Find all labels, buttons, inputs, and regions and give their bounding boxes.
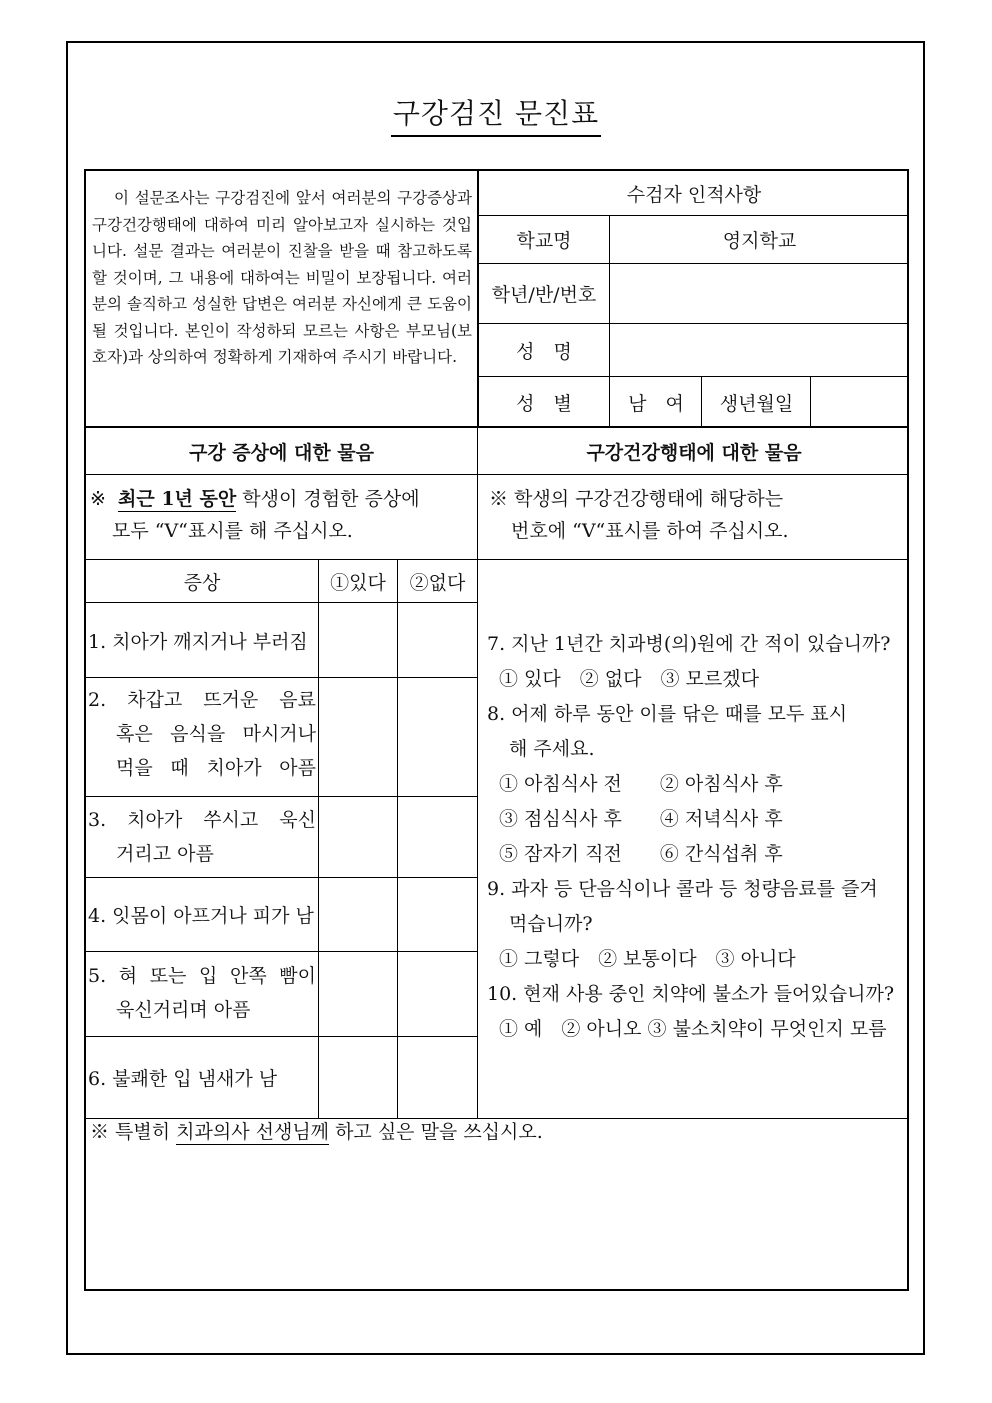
behavior-questions	[487, 627, 907, 1047]
name-field[interactable]	[610, 324, 909, 376]
question-8: 8. 어제 하루 동안 이를 닦은 때를 모두 표시	[487, 703, 848, 725]
symptom-1-yes-cell[interactable]	[319, 603, 397, 677]
divider	[701, 377, 702, 427]
symptom-1-no-cell[interactable]	[398, 603, 477, 677]
symptom-6-no-cell[interactable]	[398, 1037, 477, 1118]
question-8-cont: 해 주세요.	[509, 738, 595, 760]
symptom-row-2: 2. 차갑고 뜨거운 음료 혹은 음식을 마시거나 먹을 때 치아가 아픔	[88, 689, 316, 779]
col-symptom-header: 증상	[183, 571, 221, 594]
gender-label: 성 별	[516, 392, 572, 415]
symptom-2-yes-cell[interactable]	[319, 678, 397, 796]
questionnaire-form	[84, 169, 909, 1291]
examinee-header: 수검자 인적사항	[626, 183, 762, 206]
symptoms-section-header: 구강 증상에 대한 물음	[188, 441, 375, 464]
question-7-options[interactable]: ① 있다 ② 없다 ③ 모르겠다	[499, 668, 759, 690]
question-7: 7. 지난 1년간 치과병(의)원에 간 적이 있습니까?	[487, 633, 891, 655]
behavior-section-header: 구강건강행태에 대한 물음	[586, 441, 802, 464]
symptom-5-no-cell[interactable]	[398, 952, 477, 1036]
divider	[477, 427, 478, 1119]
grade-label: 학년/반/번호	[491, 284, 597, 306]
symptom-4-yes-cell[interactable]	[319, 878, 397, 951]
birth-label: 생년월일	[719, 392, 794, 415]
symptom-row-4: 4. 잇몸이 아프거나 피가 남	[88, 905, 314, 927]
question-8-options-1[interactable]: ① 아침식사 전 ② 아침식사 후	[499, 773, 783, 795]
gender-options[interactable]: 남 여	[628, 392, 684, 415]
question-10: 10. 현재 사용 중인 치약에 불소가 들어있습니까?	[487, 983, 895, 1005]
symptom-row-3: 3. 치아가 쑤시고 욱신 거리고 아픔	[88, 809, 316, 865]
question-10-options[interactable]: ① 예 ② 아니오 ③ 불소치약이 무엇인지 모름	[499, 1018, 887, 1040]
school-label: 학교명	[516, 230, 572, 252]
divider	[810, 377, 811, 427]
symptom-row-6: 6. 불쾌한 입 냄새가 남	[88, 1068, 278, 1090]
question-9: 9. 과자 등 단음식이나 콜라 등 청량음료를 즐겨	[487, 878, 878, 900]
page-title: 구강검진 문진표	[0, 92, 992, 137]
symptom-6-yes-cell[interactable]	[319, 1037, 397, 1118]
symptom-row-1: 1. 치아가 깨지거나 부러짐	[88, 630, 308, 653]
final-note: ※ 특별히 치과의사 선생님께 하고 싶은 말을 쓰십시오.	[90, 1121, 543, 1143]
intro-text: 이 설문조사는 구강검진에 앞서 여러분의 구강증상과 구강건강행태에 대하여 미리 알아보고자 실시하는 것입니다. 설문 결과는 여러분이 진찰을 받을 때 참고하도록 할 것이며, 그 내용에 대하여는 비밀이 보장됩니다. 여러분의 솔직하고 성실한 답변은 여러분 자신에게 큰 도움이 될 것입니다. 본인이 작성하되 모르는 사항은 부모님(보호자)과 상의하여 정확하게 기재하여 주시기 바랍니다.	[92, 189, 472, 366]
question-8-options-2[interactable]: ③ 점심식사 후 ④ 저녁식사 후	[499, 808, 783, 830]
col-yes-header: ①있다	[330, 571, 386, 594]
symptom-3-yes-cell[interactable]	[319, 797, 397, 877]
symptoms-notice: ※ 최근 1년 동안 학생이 경험한 증상에 모두 “V“표시를 해 주십시오.	[90, 488, 420, 542]
behavior-notice: ※ 학생의 구강건강행태에 해당하는 번호에 “V“표시를 하여 주십시오.	[489, 488, 789, 542]
name-label: 성 명	[516, 340, 572, 363]
symptom-5-yes-cell[interactable]	[319, 952, 397, 1036]
col-no-header: ②없다	[409, 571, 466, 594]
question-8-options-3[interactable]: ⑤ 잠자기 직전 ⑥ 간식섭취 후	[499, 843, 783, 865]
birth-field[interactable]	[811, 377, 909, 427]
symptom-2-no-cell[interactable]	[398, 678, 477, 796]
question-9-cont: 먹습니까?	[509, 913, 593, 935]
grade-field[interactable]	[610, 264, 909, 323]
divider	[86, 474, 909, 475]
symptom-3-no-cell[interactable]	[398, 797, 477, 877]
symptom-4-no-cell[interactable]	[398, 878, 477, 951]
question-9-options[interactable]: ① 그렇다 ② 보통이다 ③ 아니다	[499, 948, 796, 970]
school-value[interactable]: 영지학교	[722, 230, 797, 252]
comment-area[interactable]	[86, 1151, 909, 1289]
symptom-row-5: 5. 혀 또는 입 안쪽 빰이 욱신거리며 아픔	[88, 965, 316, 1021]
divider	[609, 216, 610, 427]
